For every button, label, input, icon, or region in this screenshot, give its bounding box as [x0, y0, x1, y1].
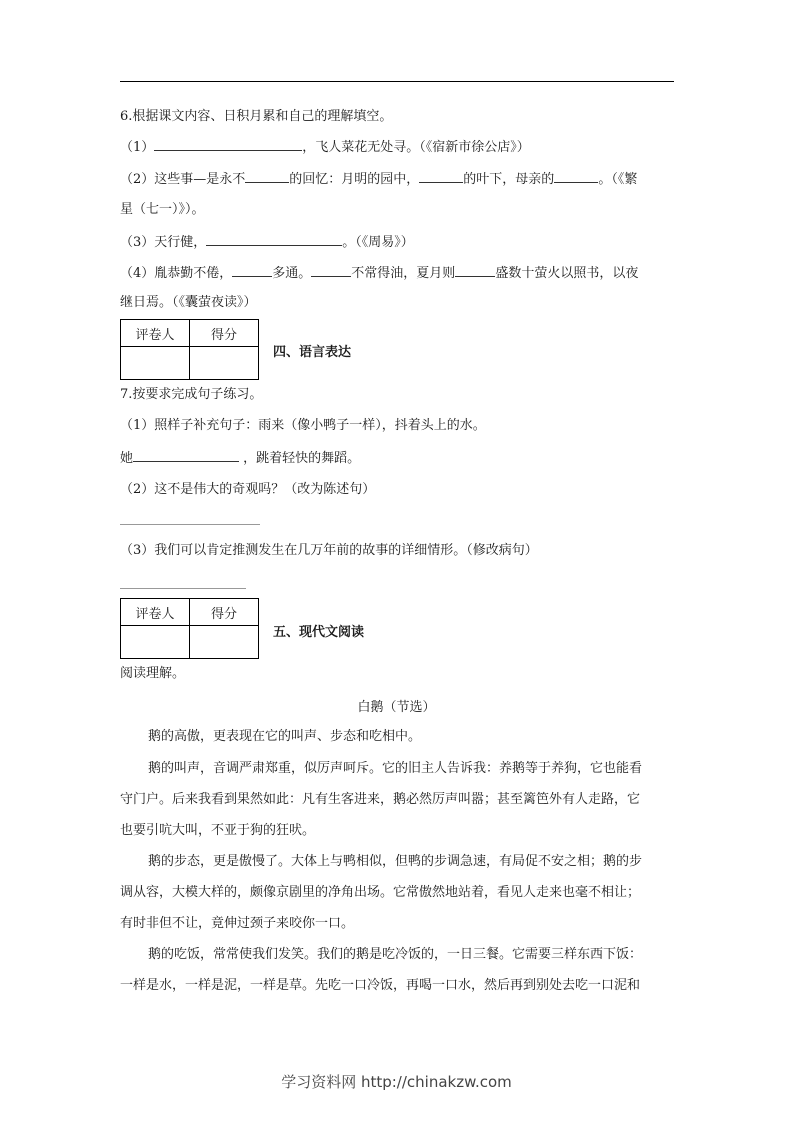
q7-stem: 7.按要求完成句子练习。 [120, 387, 263, 402]
reading-p1: 鹅的高傲，更表现在它的叫声、步态和吃相中。 [148, 729, 422, 744]
reading-p3-l3: 有时非但不让，竟伸过颈子来咬你一口。 [120, 916, 355, 931]
q6-l1-a: （1） [120, 140, 155, 155]
q7-s1-b: ，跳着轻快的舞蹈。 [243, 451, 361, 466]
q6-l3-b: 。（《周易》） [342, 235, 414, 250]
reviewer-cell[interactable] [121, 347, 190, 380]
q7-s2: （2）这不是伟大的奇观吗？（改为陈述句） [120, 482, 376, 497]
q6-line-2b: 星（七一）》）。 [120, 202, 205, 217]
q6-line-2 [120, 170, 680, 189]
fill-blank[interactable] [311, 264, 351, 277]
reading-p3-l1: 鹅的步态，更是傲慢了。大体上与鸭相似，但鸭的步调急速，有局促不安之相；鹅的步 [148, 854, 643, 869]
reading-p2-l2: 守门户。后来我看到果然如此：凡有生客进来，鹅必然厉声叫嚣；甚至篱笆外有人走路，它 [120, 792, 641, 807]
score-table [120, 319, 259, 380]
q6-stem: 6.根据课文内容、日积月累和自己的理解填空。 [120, 109, 393, 124]
q6-l3-a: （3）天行健， [120, 235, 207, 250]
fill-blank[interactable] [133, 449, 239, 462]
q6-l2-c: 的叶下，母亲的 [463, 172, 555, 187]
fill-blank[interactable] [245, 170, 289, 183]
answer-line[interactable] [120, 524, 260, 525]
fill-blank[interactable] [554, 170, 598, 183]
score-label: 得分 [190, 320, 259, 347]
q6-l4-a: （4）胤恭勤不倦， [120, 266, 233, 281]
q6-l2-b: 的回忆：月明的园中， [289, 172, 420, 187]
q6-l4-b: 多通。 [272, 266, 312, 281]
fill-blank[interactable] [455, 264, 495, 277]
section-5-heading: 五、现代文阅读 [273, 625, 365, 640]
reviewer-label: 评卷人 [121, 320, 190, 347]
answer-line[interactable] [120, 588, 246, 589]
reading-p2-l3: 也要引吭大叫，不亚于狗的狂吠。 [120, 823, 316, 838]
score-cell[interactable] [190, 347, 259, 380]
score-label: 得分 [190, 599, 259, 626]
reading-p2-l1: 鹅的叫声，音调严肃郑重，似厉声呵斥。它的旧主人告诉我：养鹅等于养狗，它也能看 [148, 761, 643, 776]
reviewer-label: 评卷人 [121, 599, 190, 626]
q6-line-4b: 继日焉。（《囊萤夜读》） [120, 295, 257, 310]
site-footer: 学习资料网 http://chinakzw.com [281, 1073, 512, 1091]
reading-intro: 阅读理解。 [120, 666, 186, 681]
score-cell[interactable] [190, 626, 259, 659]
q6-l4-c: 不常得油，夏月则 [351, 266, 456, 281]
q6-line-1 [120, 138, 680, 157]
q7-s1: （1）照样子补充句子：雨来（像小鸭子一样），抖着头上的水。 [120, 418, 486, 433]
reviewer-cell[interactable] [121, 626, 190, 659]
reading-title: 白鹅（节选） [357, 700, 436, 715]
q7-s1-a: 她 [120, 451, 134, 466]
q6-l4-d: 盛数十萤火以照书，以夜 [495, 266, 639, 281]
q7-s3: （3）我们可以肯定推测发生在几万年前的故事的详细情形。（修改病句） [120, 543, 538, 558]
fill-blank[interactable] [206, 233, 342, 246]
q6-l2-d: 。（《繁 [598, 172, 638, 187]
fill-blank[interactable] [232, 264, 272, 277]
q7-s1-answer [120, 449, 680, 468]
fill-blank[interactable] [154, 138, 302, 151]
section-4-heading: 四、语言表达 [273, 345, 352, 360]
reading-p4-l2: 一样是水，一样是泥，一样是草。先吃一口冷饭，再喝一口水，然后再到别处去吃一口泥和 [120, 978, 641, 993]
q6-l2-a: （2）这些事—是永不 [120, 172, 246, 187]
q6-line-4 [120, 264, 680, 283]
fill-blank[interactable] [419, 170, 463, 183]
score-table [120, 598, 259, 659]
reading-p3-l2: 调从容，大模大样的，颇像京剧里的净角出场。它常傲然地站着，看见人走来也毫不相让； [120, 885, 641, 900]
reading-p4-l1: 鹅的吃饭，常常使我们发笑。我们的鹅是吃冷饭的，一日三餐。它需要三样东西下饭： [148, 947, 643, 962]
q6-line-3 [120, 233, 680, 252]
q6-l1-b: ，飞人菜花无处寻。（《宿新市徐公店》） [302, 140, 530, 155]
header-rule [120, 81, 674, 82]
